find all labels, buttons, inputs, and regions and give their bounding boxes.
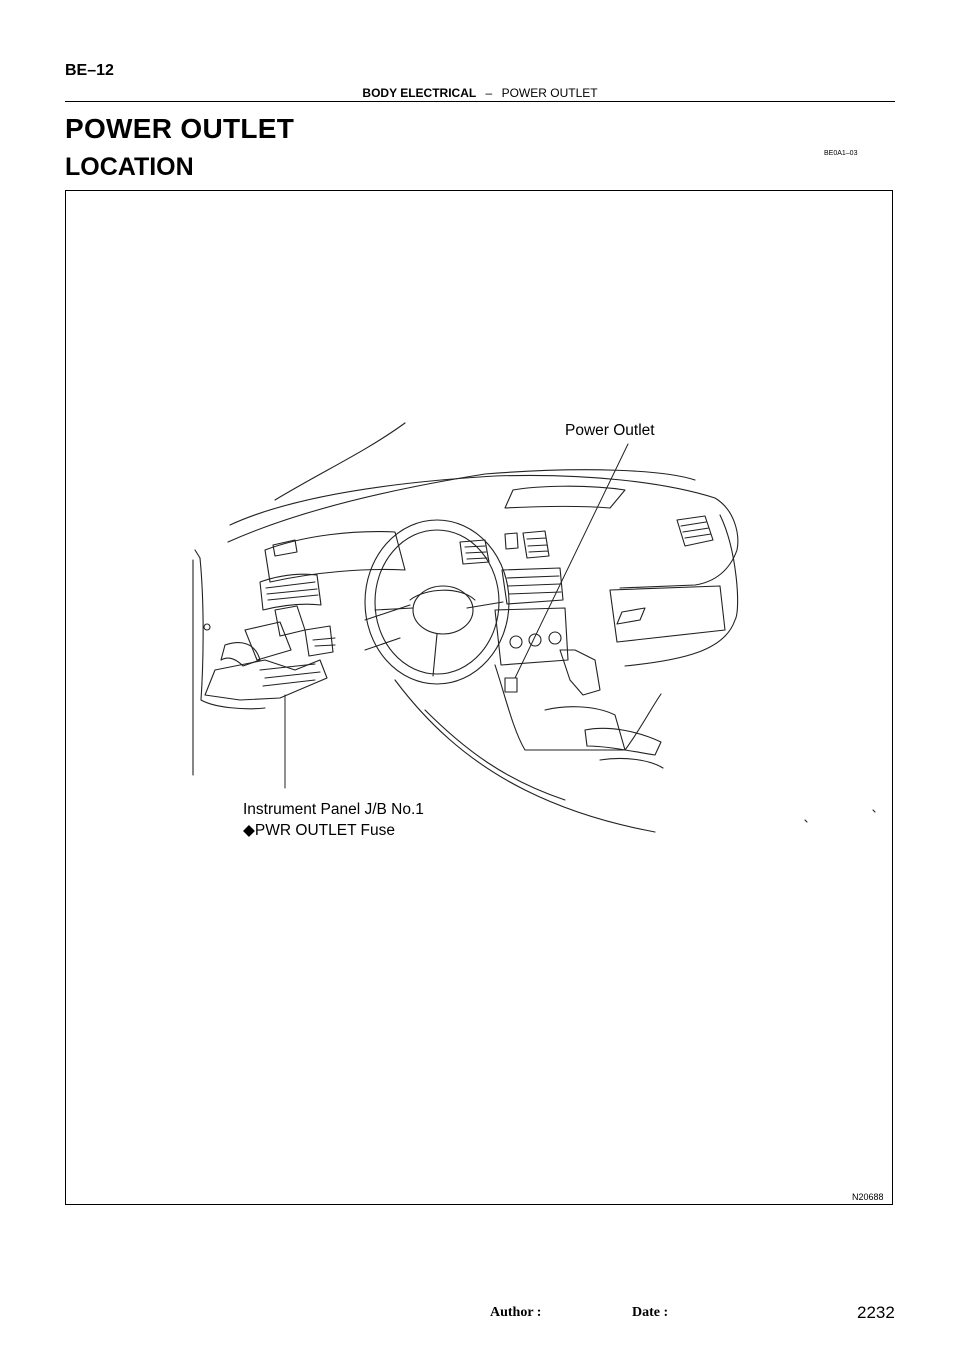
figure-number: N20688	[852, 1192, 884, 1202]
page-number: 2232	[857, 1303, 895, 1322]
page-title: POWER OUTLET	[65, 113, 295, 144]
fuse-label: PWR OUTLET Fuse	[254, 822, 396, 839]
header-subsection: POWER OUTLET	[501, 86, 598, 100]
running-header	[0, 86, 960, 100]
document-code: BE0A1–03	[824, 150, 858, 157]
diamond-bullet-icon: ◆	[243, 822, 255, 839]
date-label: Date :	[632, 1305, 669, 1320]
junction-block-callout: Instrument Panel J/B No.1	[243, 801, 424, 818]
section-heading: LOCATION	[65, 153, 194, 181]
header-separator: –	[485, 86, 493, 100]
header-section: BODY ELECTRICAL	[362, 86, 477, 100]
author-label: Author :	[490, 1305, 542, 1320]
power-outlet-callout: Power Outlet	[565, 422, 655, 439]
dashboard-illustration	[65, 190, 893, 1205]
page-id: BE–12	[65, 62, 114, 79]
header-rule	[65, 101, 895, 102]
fuse-callout	[243, 821, 395, 840]
